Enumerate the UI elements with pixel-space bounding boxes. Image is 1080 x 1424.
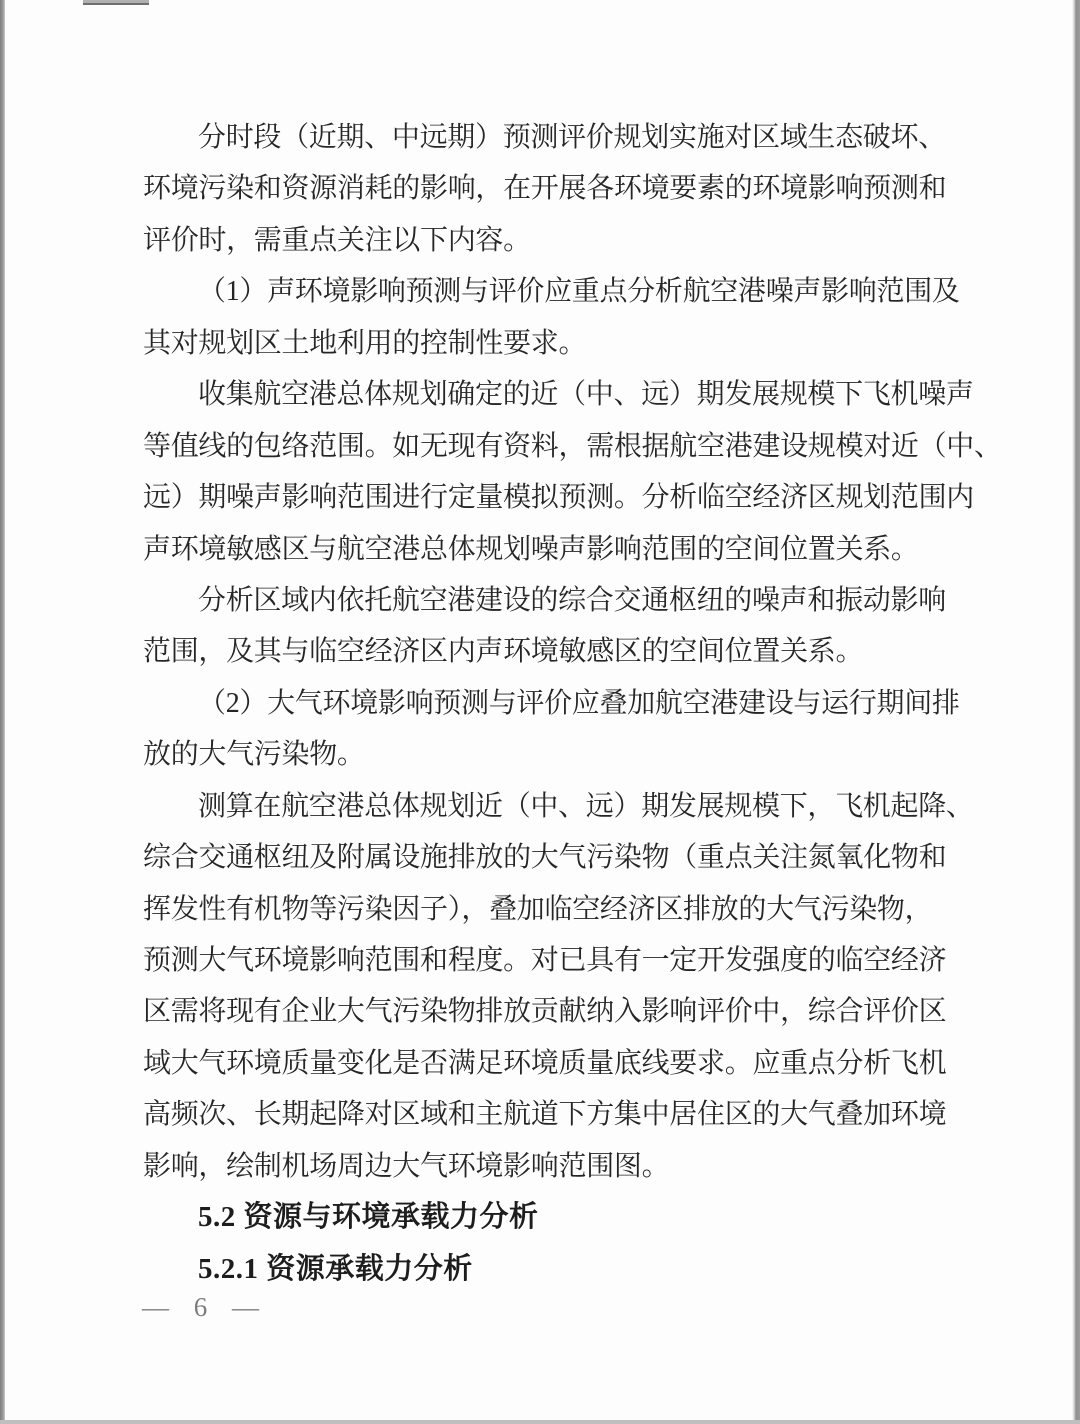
text-line: 分析区域内依托航空港建设的综合交通枢纽的噪声和振动影响 <box>198 584 946 616</box>
paragraph <box>143 781 974 1193</box>
text-line: 其对规划区土地利用的控制性要求。 <box>143 327 587 359</box>
text-line: 影响，绘制机场周边大气环境影响范围图。 <box>143 1150 670 1182</box>
text-line: 放的大气污染物。 <box>143 739 365 771</box>
text-line: 预测大气环境影响范围和程度。对已具有一定开发强度的临空经济 <box>143 945 947 976</box>
section-heading: 5.2 资源与环境承载力分析 <box>198 1201 539 1234</box>
text-line: 域大气环境质量变化是否满足环境质量底线要求。应重点分析飞机 <box>143 1047 947 1079</box>
text-line: 高频次、长期起降对区域和主航道下方集中居住区的大气叠加环境 <box>143 1099 947 1131</box>
paragraph <box>143 266 960 369</box>
top-ui-fragment <box>83 0 149 5</box>
text-line: 范围，及其与临空经济区内声环境敏感区的空间位置关系。 <box>143 636 864 668</box>
text-line: 挥发性有机物等污染因子），叠加临空经济区排放的大气污染物， <box>143 893 933 925</box>
page-right-border <box>1072 0 1080 1424</box>
text-line: 分时段（近期、中远期）预测评价规划实施对区域生态破坏、 <box>198 122 946 153</box>
section-heading: 5.2.1 资源承载力分析 <box>198 1252 473 1285</box>
document-text <box>143 112 1002 1295</box>
text-line: 区需将现有企业大气污染物排放贡献纳入影响评价中，综合评价区 <box>143 996 947 1028</box>
paragraph <box>143 575 949 678</box>
text-line: 等值线的包络范围。如无现有资料，需根据航空港建设规模对近（中、 <box>143 430 1002 462</box>
text-line: （2）大气环境影响预测与评价应叠加航空港建设与运行期间排 <box>198 687 960 719</box>
paragraph <box>143 112 949 266</box>
paragraph <box>143 369 1002 575</box>
text-line: 收集航空港总体规划确定的近（中、远）期发展规模下飞机噪声 <box>198 379 974 411</box>
text-line: 综合交通枢纽及附属设施排放的大气污染物（重点关注氮氧化物和 <box>143 842 947 874</box>
text-line: （1）声环境影响预测与评价应重点分析航空港噪声影响范围及 <box>198 276 960 308</box>
page-left-border <box>0 0 5 1424</box>
text-line: 环境污染和资源消耗的影响，在开展各环境要素的环境影响预测和 <box>143 173 947 205</box>
paragraph <box>143 678 960 781</box>
text-line: 远）期噪声影响范围进行定量模拟预测。分析临空经济区规划范围内 <box>143 482 975 514</box>
text-line: 声环境敏感区与航空港总体规划噪声影响范围的空间位置关系。 <box>143 533 919 565</box>
text-line: 测算在航空港总体规划近（中、远）期发展规模下，飞机起降、 <box>198 790 974 822</box>
page-number: — 6 — <box>142 1292 260 1322</box>
page-bottom-edge <box>0 1420 1080 1424</box>
text-line: 评价时，需重点关注以下内容。 <box>143 224 531 256</box>
